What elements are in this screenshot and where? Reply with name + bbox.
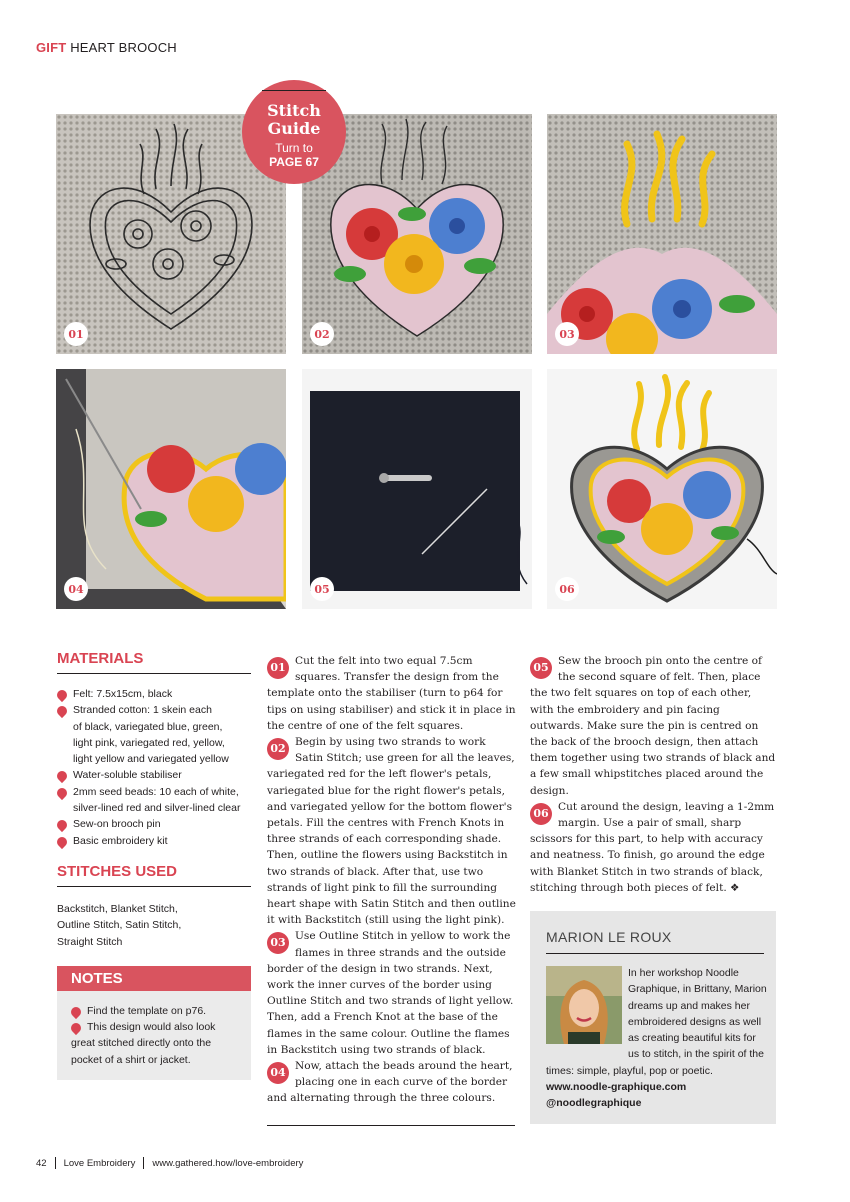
list-item (57, 686, 251, 702)
heart-bullet-icon (55, 835, 69, 849)
notes-box (57, 966, 251, 1080)
instruction-step-06 (530, 799, 776, 896)
material-text: 2mm seed beads: 10 each of white, (73, 785, 239, 798)
heart-bullet-icon (55, 818, 69, 832)
material-text: light pink, variegated red, yellow, (73, 736, 225, 749)
author-bio-text: In her workshop Noodle Graphique, in Brittany, Marion dreams up and makes her embroidered designs as well as creating beautiful kits for us to stitch, in the spirit of the times: simple, playful, pop or poetic. (546, 967, 767, 1077)
instruction-step-03 (267, 928, 517, 1058)
needle-icon (262, 90, 326, 91)
step-photo-05 (302, 369, 532, 609)
step-number: 05 (530, 657, 552, 679)
instruction-text: Use Outline Stitch in yellow to work the flames in three strands and the outside border of the design in two strands. Next, work the inner curves of the border using Outline Stitch and two strands of light yellow. Then, add a French Knot at the base of the flames in the same colour. Outline the flames in Backstitch using two strands of black. (267, 930, 514, 1056)
list-item (57, 751, 251, 767)
step-badge-03: 03 (555, 322, 579, 346)
list-item (57, 719, 251, 735)
list-item (57, 735, 251, 751)
header-title: HEART BROOCH (70, 40, 177, 55)
step-badge-01: 01 (64, 322, 88, 346)
heart-bullet-icon (55, 704, 69, 718)
note-text: Find the template on p76. (87, 1004, 207, 1017)
step-number: 02 (267, 738, 289, 760)
note-text: pocket of a shirt or jacket. (71, 1053, 191, 1066)
list-item (57, 800, 251, 816)
stitches-list (57, 901, 251, 950)
heart-bullet-icon (55, 688, 69, 702)
stitch-guide-badge (242, 80, 346, 184)
author-box (530, 911, 776, 1124)
step-badge-05: 05 (310, 577, 334, 601)
sidebar-column (57, 650, 251, 1080)
instruction-text: Cut the felt into two equal 7.5cm squares. Transfer the design from the template onto the stabiliser (turn to p64 for tips on using stabiliser) and stick it in place in the centre of one of the felt squares. (267, 655, 516, 732)
step-badge-04: 04 (64, 577, 88, 601)
brooch-pin-felt-image (302, 369, 532, 609)
list-item (57, 816, 251, 832)
column-divider (267, 1125, 515, 1126)
step-number: 06 (530, 803, 552, 825)
notes-heading: NOTES (57, 966, 251, 991)
material-text: silver-lined red and silver-lined clear (73, 802, 241, 815)
step-badge-02: 02 (310, 322, 334, 346)
stitch-guide-title-line2: Guide (267, 119, 321, 138)
materials-list (57, 686, 251, 849)
heart-bullet-icon (55, 769, 69, 783)
list-item (57, 784, 251, 800)
step-number: 01 (267, 657, 289, 679)
stitch-guide-page: PAGE 67 (269, 155, 319, 169)
page-header (36, 40, 177, 55)
material-text: Felt: 7.5x15cm, black (73, 688, 173, 700)
material-text: of black, variegated blue, green, (73, 720, 223, 733)
author-social-handle[interactable]: @noodlegraphique (546, 1097, 642, 1110)
instruction-text: Begin by using two strands to work Satin Stitch; use green for all the leaves, variegated red for the left flower's petals, variegated blue for the right flower's petals, and variegated yellow for the bottom flower's petals. Fill the centres with French Knots in three strands of each corresponding shade. Then, outline the flowers using Backstitch in two strands of black. After that, use two strands of light pink to fill the surrounding heart shape with Satin Stitch and then outline it with Backstitch (still using the light pink). (267, 736, 516, 927)
list-item (71, 1035, 243, 1051)
note-text: great stitched directly onto the (71, 1037, 212, 1050)
stitches-line: Straight Stitch (57, 935, 123, 948)
material-text: light yellow and variegated yellow (73, 753, 229, 766)
list-item (71, 1003, 243, 1019)
instruction-step-01 (267, 653, 517, 734)
list-item (57, 702, 251, 718)
step-photo-03 (547, 114, 777, 354)
list-item (57, 767, 251, 783)
stitch-guide-turn: Turn to (275, 141, 313, 155)
author-bio (546, 965, 768, 1112)
list-item (71, 1052, 243, 1068)
beading-image (56, 369, 286, 609)
note-text: This design would also look (87, 1021, 216, 1034)
magazine-name: Love Embroidery (63, 1157, 136, 1169)
stitch-guide-title (242, 102, 346, 138)
instruction-step-05 (530, 653, 776, 799)
step-photo-04 (56, 369, 286, 609)
material-text: Water-soluble stabiliser (73, 769, 182, 782)
header-gift: GIFT (36, 40, 67, 55)
notes-list (57, 991, 251, 1080)
material-text: Basic embroidery kit (73, 834, 168, 847)
list-item (57, 833, 251, 849)
step-badge-06: 06 (555, 577, 579, 601)
finished-brooch-image (547, 369, 777, 609)
instruction-text: Cut around the design, leaving a 1-2mm margin. Use a pair of small, sharp scissors for this part, to help with accuracy and neatness. To finish, go around the edge with Blanket Stitch in two strands of black, stitching through both pieces of felt. ❖ (530, 800, 775, 894)
step-number: 03 (267, 932, 289, 954)
instruction-text: Sew the brooch pin onto the centre of the second square of felt. Then, place the two felt squares on top of each other, with the embroidery and pin facing outwards. Make sure the pin is centred on the back of the brooch design, then attach them together using two strands of black and a few small whipstitches placed around the design. (530, 655, 776, 797)
step-photo-06 (547, 369, 777, 609)
material-text: Sew-on brooch pin (73, 818, 161, 831)
list-item (71, 1019, 243, 1035)
page-number: 42 (36, 1157, 47, 1169)
author-divider (546, 953, 764, 954)
stitches-line: Backstitch, Blanket Stitch, (57, 902, 178, 915)
stitch-guide-title-line1: Stitch (267, 101, 321, 120)
heart-bullet-icon (69, 1005, 83, 1019)
instruction-step-04 (267, 1058, 517, 1107)
material-text: Stranded cotton: 1 skein each (73, 704, 212, 717)
author-website-link[interactable]: www.noodle-graphique.com (546, 1081, 687, 1094)
page-footer (36, 1157, 303, 1169)
footer-divider (55, 1157, 56, 1169)
author-name: MARION LE ROUX (546, 929, 672, 945)
step-number: 04 (267, 1062, 289, 1084)
heart-bullet-icon (69, 1021, 83, 1035)
heart-bullet-icon (55, 786, 69, 800)
stitches-heading: STITCHES USED (57, 863, 251, 887)
flames-closeup-image (547, 114, 777, 354)
instructions-column-2 (530, 653, 776, 896)
instructions-column-1 (267, 653, 517, 1107)
materials-heading: MATERIALS (57, 650, 251, 674)
footer-divider (143, 1157, 144, 1169)
instruction-step-02 (267, 734, 517, 928)
footer-url[interactable]: www.gathered.how/love-embroidery (152, 1157, 304, 1169)
photo-spacer (546, 965, 628, 1049)
instruction-text: Now, attach the beads around the heart, placing one in each curve of the border and alternating through the three colours. (267, 1060, 513, 1105)
stitches-line: Outline Stitch, Satin Stitch, (57, 919, 182, 932)
